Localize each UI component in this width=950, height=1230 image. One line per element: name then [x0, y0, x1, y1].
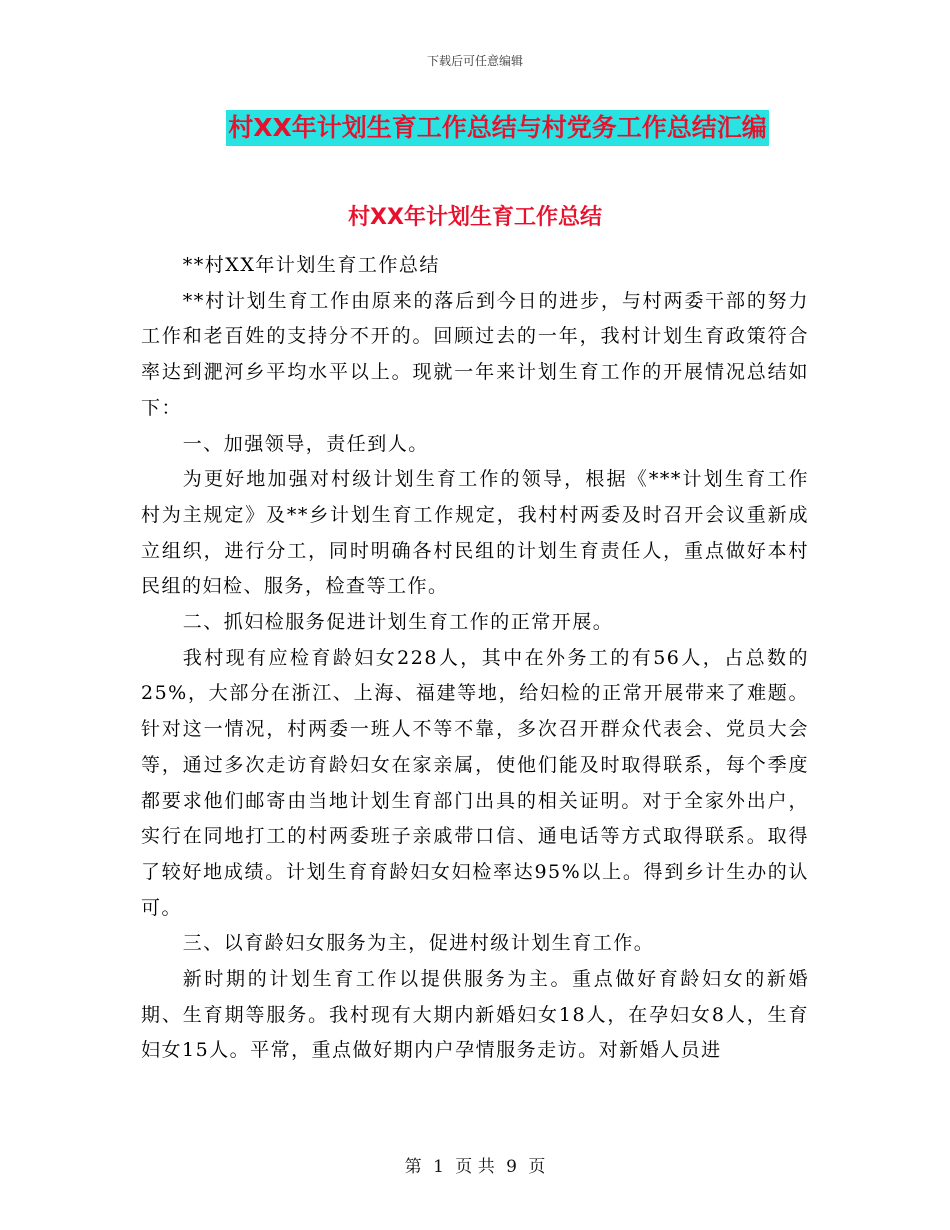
page-total: 9	[506, 1157, 517, 1177]
page-label-mid: 页 共	[455, 1157, 495, 1177]
paragraph: 三、以育龄妇女服务为主，促进村级计划生育工作。	[182, 932, 655, 955]
page-label-prefix: 第	[404, 1157, 422, 1177]
paragraph: 为更好地加强对村级计划生育工作的领导，根据《***计划生育工作村为主规定》及**乡计划生育工作规定，我村村两委及时召开会议重新成立组织，进行分工，同时明确各村民组的计划生育责任人，重点做好本村民组的妇检、服务，检查等工作。	[141, 468, 809, 598]
section-title: 村XX年计划生育工作总结	[348, 205, 602, 230]
paragraph: 一、加强领导，责任到人。	[182, 432, 429, 455]
paragraph: 我村现有应检育龄妇女228人，其中在外务工的有56人，占总数的25%，大部分在浙江、上海、福建等地，给妇检的正常开展带来了难题。针对这一情况，村两委一班人不等不靠，多次召开群众代表会、党员大会等，通过多次走访育龄妇女在家亲属，使他们能及时取得联系，每个季度都要求他们邮寄由当地计划生育部门出具的相关证明。对于全家外出户，实行在同地打工的村两委班子亲戚带口信、通电话等方式取得联系。取得了较好地成绩。计划生育育龄妇女妇检率达95%以上。得到乡计生办的认可。	[141, 646, 809, 919]
document-title-container	[0, 110, 950, 146]
paragraph: **村XX年计划生育工作总结	[182, 254, 440, 276]
page-header-note: 下载后可任意编辑	[426, 54, 523, 68]
page-number: 1	[433, 1157, 444, 1177]
document-body	[141, 248, 809, 1069]
paragraph: **村计划生育工作由原来的落后到今日的进步，与村两委干部的努力工作和老百姓的支持分不开的。回顾过去的一年，我村计划生育政策符合率达到淝河乡平均水平以上。现就一年来计划生育工作的开展情况总结如下：	[141, 289, 809, 419]
paragraph: 二、抓妇检服务促进计划生育工作的正常开展。	[182, 611, 614, 634]
paragraph: 新时期的计划生育工作以提供服务为主。重点做好育龄妇女的新婚期、生育期等服务。我村现有大期内新婚妇女18人，在孕妇女8人，生育妇女15人。平常，重点做好期内户孕情服务走访。对新婚人员进	[141, 968, 809, 1062]
document-title: 村XX年计划生育工作总结与村党务工作总结汇编	[226, 110, 769, 146]
page-footer	[0, 1152, 950, 1177]
page-label-suffix: 页	[528, 1157, 546, 1177]
